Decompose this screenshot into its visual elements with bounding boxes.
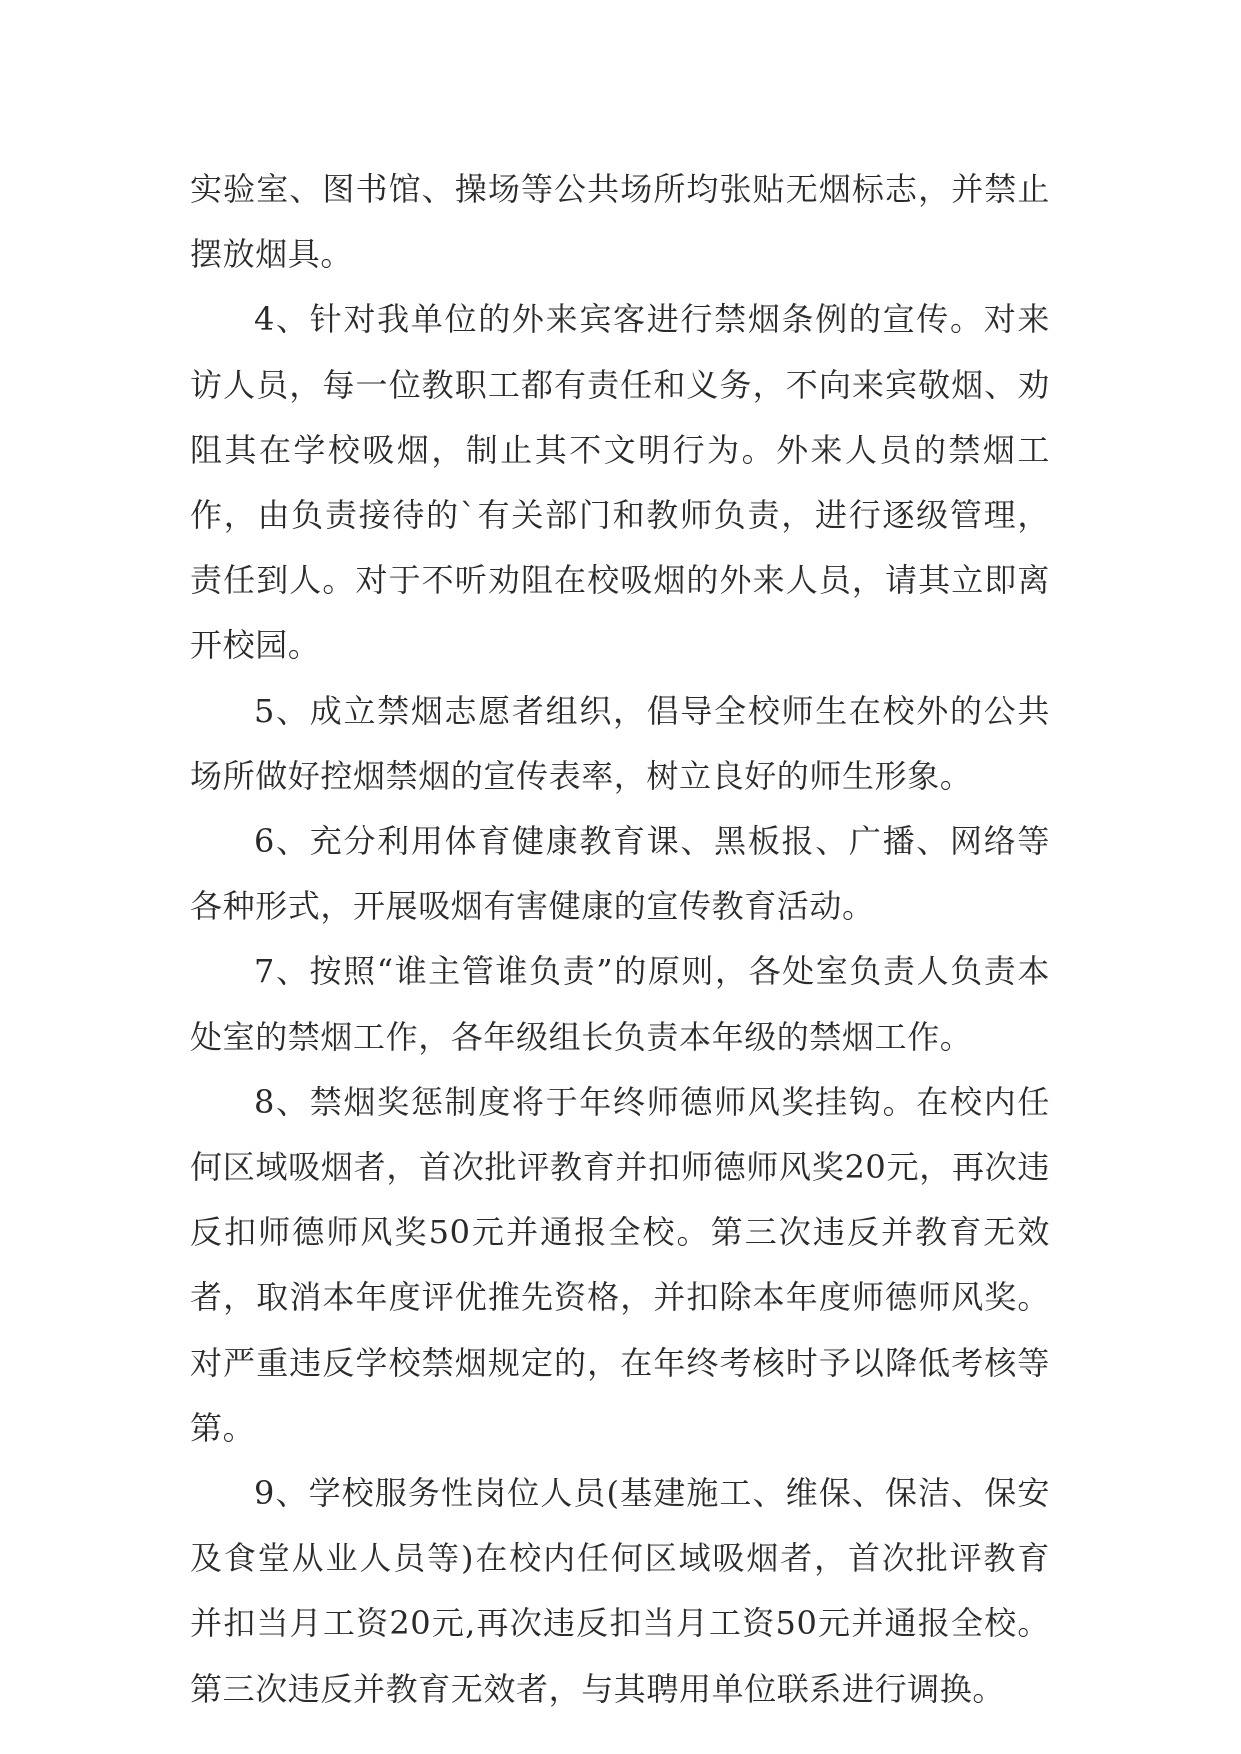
paragraph-item-7: 7、按照“谁主管谁负责”的原则，各处室负责人负责本处室的禁烟工作，各年级组长负责本年级的禁烟工作。 [190, 952, 1050, 1056]
document-body [190, 157, 1050, 1722]
paragraph-item-8: 8、禁烟奖惩制度将于年终师德师风奖挂钩。在校内任何区域吸烟者，首次批评教育并扣师德师风奖20元，再次违反扣师德师风奖50元并通报全校。第三次违反并教育无效者，取消本年度评优推先资格，并扣除本年度师德师风奖。对严重违反学校禁烟规定的，在年终考核时予以降低考核等第。 [190, 1082, 1050, 1447]
paragraph-item-9: 9、学校服务性岗位人员(基建施工、维保、保洁、保安及食堂从业人员等)在校内任何区域吸烟者，首次批评教育并扣当月工资20元,再次违反扣当月工资50元并通报全校。第三次违反并教育无效者，与其聘用单位联系进行调换。 [190, 1474, 1050, 1708]
paragraph-item-6: 6、充分利用体育健康教育课、黑板报、广播、网络等各种形式，开展吸烟有害健康的宣传教育活动。 [190, 822, 1050, 926]
paragraph-continuation: 实验室、图书馆、操场等公共场所均张贴无烟标志，并禁止摆放烟具。 [190, 170, 1050, 274]
paragraph-item-5: 5、成立禁烟志愿者组织，倡导全校师生在校外的公共场所做好控烟禁烟的宣传表率，树立良好的师生形象。 [190, 691, 1050, 795]
paragraph-item-4: 4、针对我单位的外来宾客进行禁烟条例的宣传。对来访人员，每一位教职工都有责任和义务，不向来宾敬烟、劝阻其在学校吸烟，制止其不文明行为。外来人员的禁烟工作，由负责接待的`有关部门和教师负责，进行逐级管理，责任到人。对于不听劝阻在校吸烟的外来人员，请其立即离开校园。 [190, 300, 1050, 665]
